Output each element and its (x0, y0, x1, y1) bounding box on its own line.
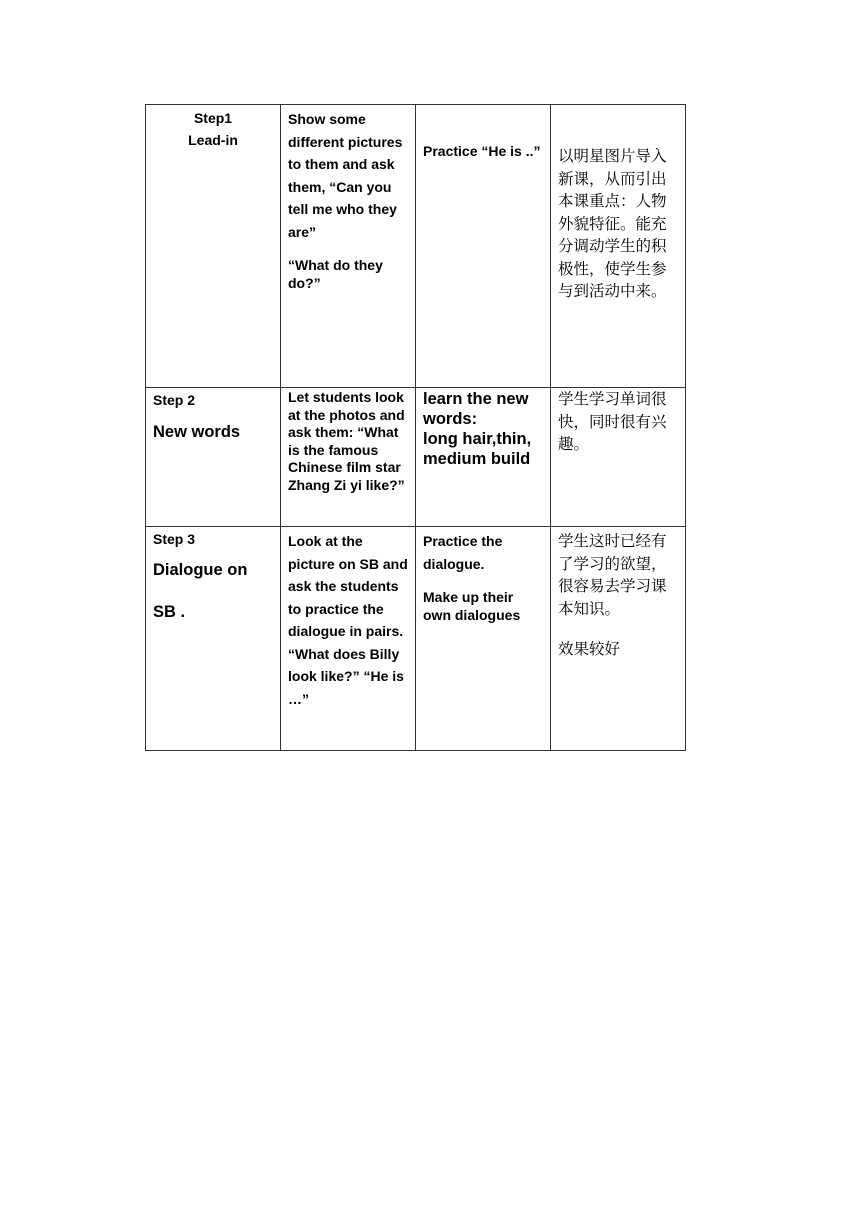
teacher-activity-text: Let students look at the photos and ask them: “What is the famous Chinese film star Zhang Zi yi like?” (288, 389, 421, 493)
purpose-text: 学生学习单词很快，同时很有兴趣。 (558, 390, 667, 453)
table-row (146, 388, 686, 527)
step-cell (146, 527, 281, 751)
teacher-activity-cell (281, 388, 421, 527)
teacher-activity-text: Show some different pictures to them and ask them, “Can you tell me who they are” (288, 111, 403, 240)
purpose-cell (551, 527, 686, 751)
student-activity-cell (416, 105, 551, 388)
step-title: New words (153, 423, 241, 441)
student-activity-cell (416, 527, 551, 751)
table-row (146, 105, 686, 388)
purpose-text: 以明星图片导入新课，从而引出本课重点：人物外貌特征。能充分调动学生的积极性，使学生参与到活动中来。 (558, 147, 667, 300)
lesson-plan-table (145, 104, 686, 751)
purpose-cell (551, 105, 686, 388)
purpose-text: 学生这时已经有了学习的欲望，很容易去学习课本知识。 (558, 532, 667, 618)
step-cell (146, 105, 281, 388)
student-activity-text: Practice “He is ..” (423, 143, 541, 159)
student-vocabulary-text: long hair,thin, medium build (423, 430, 532, 468)
purpose-cell (551, 388, 686, 527)
teacher-activity-text: Look at the picture on SB and ask the students to practice the dialogue in pairs. (288, 533, 408, 639)
step-number: Step1 (193, 110, 233, 126)
student-activity-text: Practice the dialogue. (423, 533, 503, 572)
student-activity-text: learn the new words: (423, 390, 529, 428)
student-activity-cell (416, 388, 551, 527)
step-title: Lead-in (188, 132, 238, 148)
teacher-activity-cell (281, 527, 416, 751)
step-number: Step 3 (153, 531, 196, 547)
student-activity-text-2: Make up their own dialogues (423, 589, 521, 623)
step-number: Step 2 (153, 392, 196, 408)
step-title-continued: SB . (153, 603, 186, 621)
table-row (146, 527, 686, 751)
teacher-activity-cell (281, 105, 416, 388)
teacher-question-text: “What does Billy look like?” “He is …” (288, 645, 404, 707)
step-title: Dialogue on (153, 561, 248, 579)
teacher-question-text: “What do they do?” (288, 257, 383, 291)
purpose-result-text: 效果较好 (558, 640, 621, 658)
step-cell (146, 388, 281, 527)
